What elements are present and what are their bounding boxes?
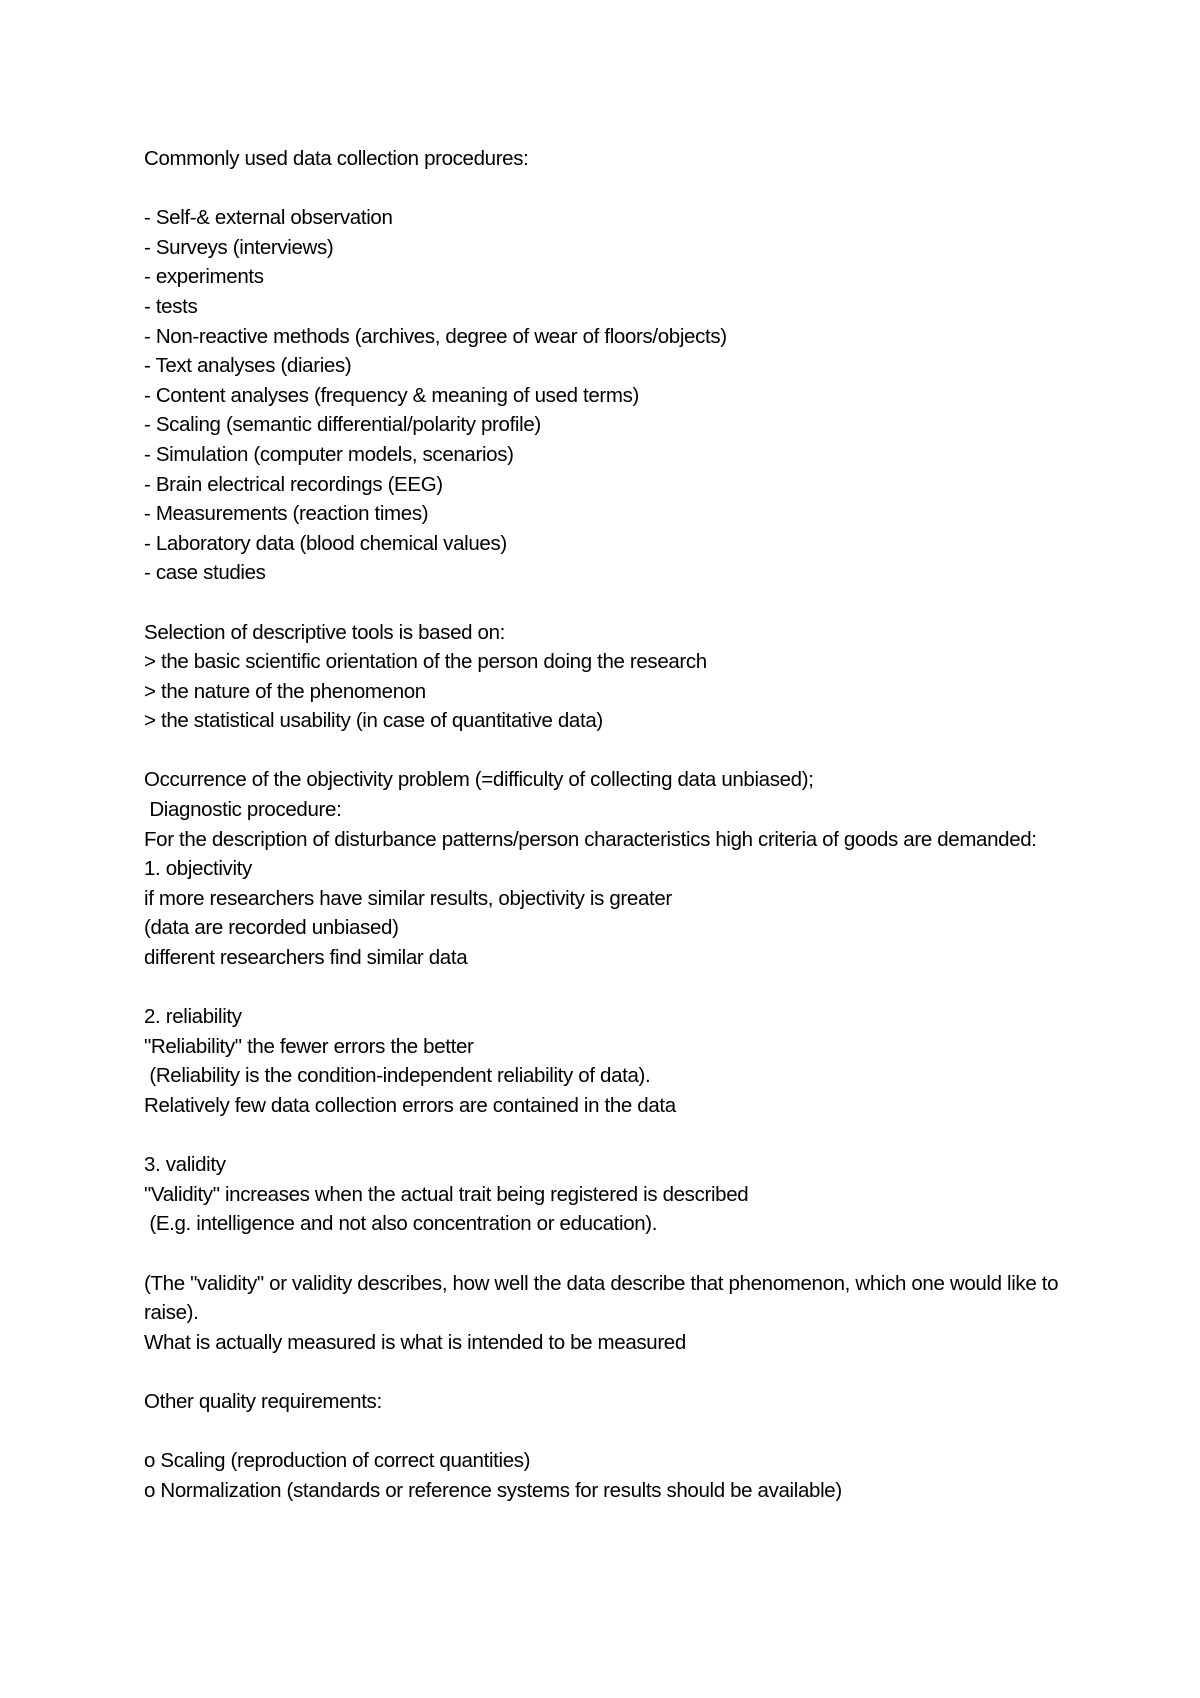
list-item: > the basic scientific orientation of the person doing the research <box>144 650 707 674</box>
list-item: - tests <box>144 294 198 318</box>
paragraph-line: (E.g. intelligence and not also concentration or education). <box>144 1212 658 1236</box>
paragraph-line: Occurrence of the objectivity problem (=difficulty of collecting data unbiased); <box>144 768 814 792</box>
paragraph-line: if more researchers have similar results, objectivity is greater <box>144 886 672 910</box>
paragraph-line: What is actually measured is what is intended to be measured <box>144 1330 686 1354</box>
spacer <box>144 736 1084 766</box>
list-item: o Normalization (standards or reference systems for results should be available) <box>144 1478 842 1502</box>
list-item: - Scaling (semantic differential/polarity profile) <box>144 413 541 437</box>
spacer <box>144 1121 1084 1151</box>
list-item: - Brain electrical recordings (EEG) <box>144 472 443 496</box>
paragraph-line: Relatively few data collection errors are contained in the data <box>144 1094 676 1117</box>
list-item: - Simulation (computer models, scenarios) <box>144 442 514 466</box>
paragraph-line: "Reliability" the fewer errors the better <box>144 1034 474 1058</box>
list-item: - Surveys (interviews) <box>144 235 334 259</box>
document-body <box>144 144 1084 1505</box>
section-heading-quality-requirements: Other quality requirements: <box>144 1389 382 1413</box>
list-item: > the statistical usability (in case of quantitative data) <box>144 709 603 733</box>
list-item: - case studies <box>144 561 266 585</box>
list-item: > the nature of the phenomenon <box>144 679 426 703</box>
criterion-heading-reliability: 2. reliability <box>144 1005 242 1029</box>
paragraph-line: (The "validity" or validity describes, how well the data describe that phenomenon, which one would like to raise). <box>144 1271 1059 1325</box>
spacer <box>144 1417 1084 1447</box>
list-item: - Text analyses (diaries) <box>144 354 352 378</box>
section-heading-data-collection: Commonly used data collection procedures: <box>144 147 529 170</box>
spacer <box>144 588 1084 618</box>
paragraph-line: (data are recorded unbiased) <box>144 916 399 940</box>
list-item: - Non-reactive methods (archives, degree of wear of floors/objects) <box>144 324 727 348</box>
spacer <box>144 1239 1084 1269</box>
paragraph-line: (Reliability is the condition-independent reliability of data). <box>144 1064 651 1088</box>
spacer <box>144 1357 1084 1387</box>
list-item: - Content analyses (frequency & meaning of used terms) <box>144 383 639 407</box>
paragraph-line: "Validity" increases when the actual trait being registered is described <box>144 1182 749 1206</box>
list-item: - Self-& external observation <box>144 206 393 230</box>
list-item: o Scaling (reproduction of correct quantities) <box>144 1449 531 1473</box>
spacer <box>144 973 1084 1003</box>
criterion-heading-validity: 3. validity <box>144 1153 226 1177</box>
paragraph-line: different researchers find similar data <box>144 946 468 970</box>
section-heading-selection: Selection of descriptive tools is based on: <box>144 620 505 644</box>
list-item: - experiments <box>144 265 264 289</box>
paragraph-line: Diagnostic procedure: <box>144 798 342 822</box>
spacer <box>144 174 1084 204</box>
list-item: - Laboratory data (blood chemical values) <box>144 531 507 555</box>
list-item: - Measurements (reaction times) <box>144 502 429 526</box>
paragraph-line: For the description of disturbance patterns/person characteristics high criteria of goods are demanded: <box>144 827 1037 851</box>
criterion-heading-objectivity: 1. objectivity <box>144 857 252 881</box>
